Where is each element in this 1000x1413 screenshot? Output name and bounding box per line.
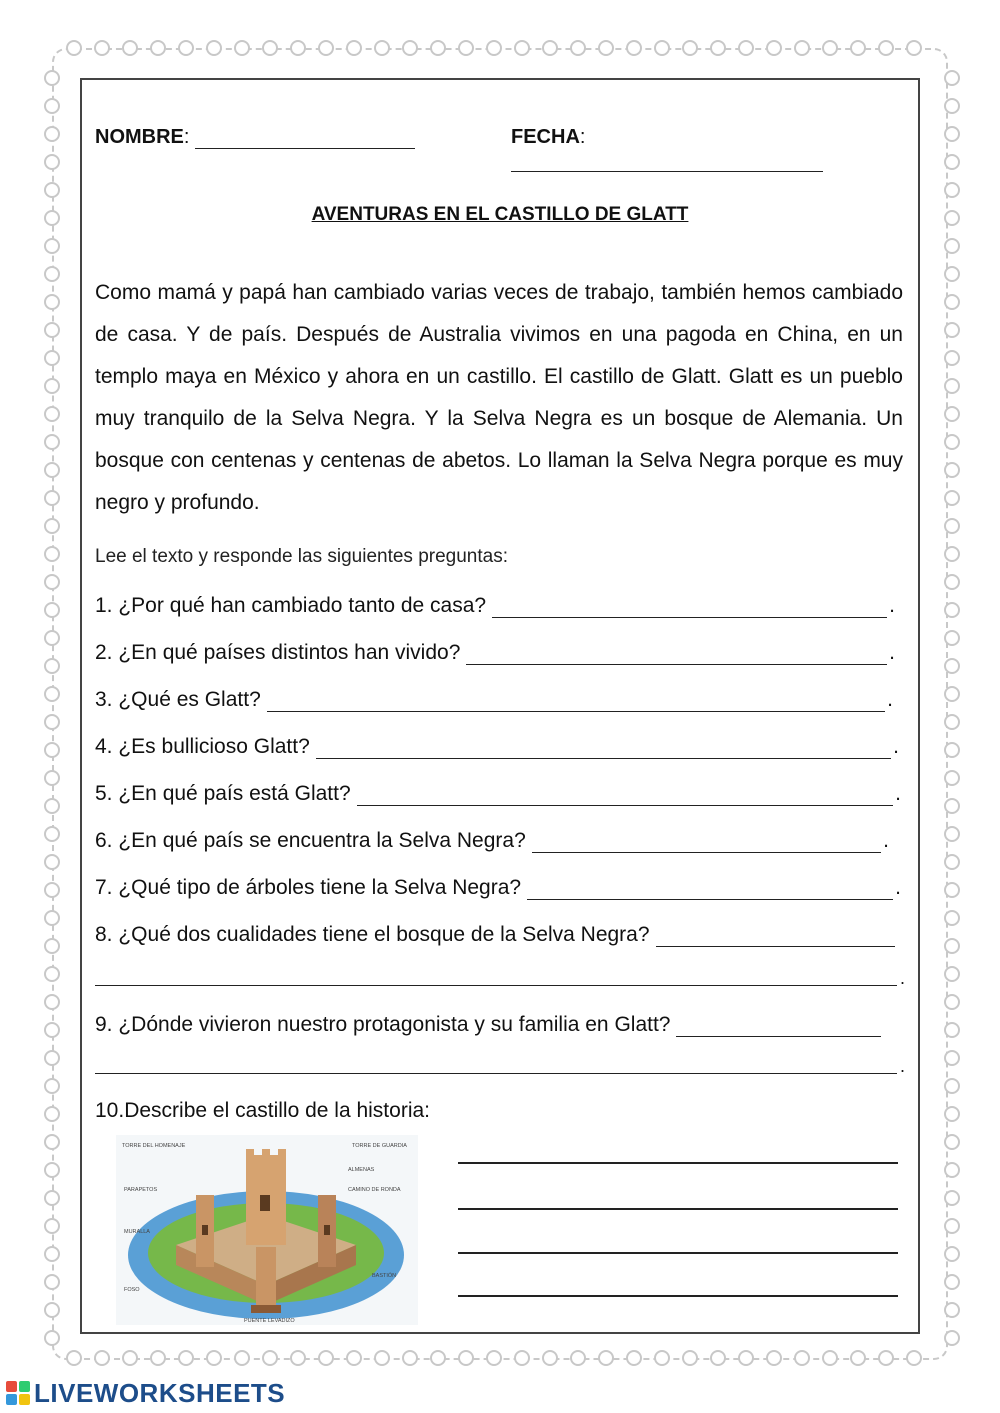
answer-blank[interactable] (357, 785, 894, 806)
description-line-1[interactable] (458, 1160, 898, 1164)
header-row (95, 126, 900, 156)
scallop-dot (944, 518, 960, 534)
scallop-dot (44, 1162, 60, 1178)
scallop-dot (122, 40, 138, 56)
scallop-dot (430, 1350, 446, 1366)
scallop-dot (44, 770, 60, 786)
question-text: 2. ¿En qué países distintos han vivido? (95, 641, 461, 664)
scallop-dot (542, 40, 558, 56)
scallop-dot (738, 1350, 754, 1366)
scallop-dot (44, 854, 60, 870)
scallop-dot (44, 322, 60, 338)
question-3: 3. ¿Qué es Glatt? . (95, 688, 893, 711)
question-2: 2. ¿En qué países distintos han vivido? . (95, 641, 895, 664)
scallop-dot (944, 294, 960, 310)
scallop-dot (944, 882, 960, 898)
castle-label: BASTIÓN (372, 1273, 397, 1279)
instruction-text: Lee el texto y responde las siguientes preguntas: (95, 546, 508, 567)
nombre-field: NOMBRE: (95, 126, 415, 149)
scallop-dot (346, 1350, 362, 1366)
scallop-dot (944, 798, 960, 814)
description-line-2[interactable] (458, 1206, 898, 1210)
scallop-dot (94, 40, 110, 56)
scallop-dot (822, 1350, 838, 1366)
answer-blank[interactable] (676, 1016, 881, 1037)
scallop-dot (346, 40, 362, 56)
scallop-dot (486, 40, 502, 56)
worksheet-title: AVENTURAS EN EL CASTILLO DE GLATT (311, 204, 689, 225)
scallop-dot (44, 1330, 60, 1346)
scallop-dot (262, 40, 278, 56)
question-10 (95, 1093, 495, 1123)
scallop-dot (44, 742, 60, 758)
scallop-dot (944, 462, 960, 478)
question-text: 3. ¿Qué es Glatt? (95, 688, 261, 711)
scallop-dot (850, 40, 866, 56)
scallop-dot (44, 266, 60, 282)
scallop-dot (44, 602, 60, 618)
scallop-dot (906, 40, 922, 56)
logo-square (19, 1381, 30, 1392)
description-line-4[interactable] (458, 1293, 898, 1297)
answer-blank[interactable] (466, 644, 887, 665)
scallop-dot (44, 966, 60, 982)
scallop-dot (44, 462, 60, 478)
scallop-dot (458, 40, 474, 56)
scallop-dot (44, 1274, 60, 1290)
scallop-dot (944, 910, 960, 926)
scallop-dot (944, 714, 960, 730)
scallop-dot (44, 1134, 60, 1150)
scallop-dot (44, 938, 60, 954)
scallop-dot (318, 40, 334, 56)
scallop-dot (486, 1350, 502, 1366)
scallop-dot (944, 994, 960, 1010)
scallop-dot (44, 714, 60, 730)
scallop-dot (44, 434, 60, 450)
logo-square (19, 1394, 30, 1405)
answer-blank[interactable] (656, 926, 895, 947)
answer-blank[interactable] (267, 691, 885, 712)
scallop-dot (66, 40, 82, 56)
scallop-dot (944, 1246, 960, 1262)
question-text: 4. ¿Es bullicioso Glatt? (95, 735, 310, 758)
scallop-dot (944, 406, 960, 422)
castle-label: ALMENAS (348, 1167, 375, 1173)
scallop-dot (794, 40, 810, 56)
scallop-dot (122, 1350, 138, 1366)
logo-square (6, 1381, 17, 1392)
scallop-dot (94, 1350, 110, 1366)
scallop-dot (944, 1190, 960, 1206)
scallop-dot (766, 40, 782, 56)
castle-illustration (116, 1135, 418, 1325)
scallop-dot (234, 40, 250, 56)
footer-brand (6, 1378, 285, 1408)
scallop-dot (878, 40, 894, 56)
scallop-dot (234, 1350, 250, 1366)
scallop-dot (44, 490, 60, 506)
castle-label: CAMINO DE RONDA (348, 1187, 401, 1193)
castle-label: PARAPETOS (124, 1187, 158, 1193)
scallop-dot (738, 40, 754, 56)
castle-label: MURALLA (124, 1229, 150, 1235)
scallop-dot (944, 1162, 960, 1178)
scallop-dot (44, 1246, 60, 1262)
scallop-dot (44, 98, 60, 114)
scallop-dot (944, 574, 960, 590)
question-6: 6. ¿En qué país se encuentra la Selva Negra? . (95, 829, 889, 852)
scallop-dot (44, 1078, 60, 1094)
scallop-dot (944, 938, 960, 954)
scallop-dot (150, 40, 166, 56)
scallop-dot (944, 1134, 960, 1150)
brand-name: LIVEWORKSHEETS (34, 1377, 286, 1408)
scallop-dot (850, 1350, 866, 1366)
scallop-dot (654, 1350, 670, 1366)
scallop-dot (944, 434, 960, 450)
scallop-dot (944, 182, 960, 198)
scallop-dot (682, 40, 698, 56)
scallop-dot (944, 658, 960, 674)
scallop-dot (206, 40, 222, 56)
fecha-label: FECHA (511, 126, 580, 148)
fecha-field: FECHA: (511, 126, 900, 172)
scallop-dot (944, 630, 960, 646)
scallop-dot (944, 490, 960, 506)
scallop-dot (374, 40, 390, 56)
scallop-dot (822, 40, 838, 56)
scallop-dot (262, 1350, 278, 1366)
question-text: 8. ¿Qué dos cualidades tiene el bosque de la Selva Negra? (95, 923, 650, 946)
scallop-dot (44, 546, 60, 562)
logo-square (6, 1394, 17, 1405)
scallop-dot (944, 742, 960, 758)
scallop-dot (430, 40, 446, 56)
question-8 (95, 917, 895, 947)
scallop-dot (710, 40, 726, 56)
question-text: 6. ¿En qué país se encuentra la Selva Negra? (95, 829, 526, 852)
scallop-dot (44, 154, 60, 170)
scallop-dot (944, 1274, 960, 1290)
question-5: 5. ¿En qué país está Glatt? . (95, 782, 901, 805)
scallop-dot (944, 1330, 960, 1346)
question-text: 5. ¿En qué país está Glatt? (95, 782, 351, 805)
answer-line-8[interactable]: . (95, 965, 897, 986)
answer-blank[interactable] (492, 597, 887, 618)
scallop-dot (290, 40, 306, 56)
question-text: 1. ¿Por qué han cambiado tanto de casa? (95, 594, 487, 617)
scallop-dot (44, 406, 60, 422)
scallop-dot (542, 1350, 558, 1366)
scallop-dot (44, 294, 60, 310)
scallop-dot (944, 686, 960, 702)
scallop-dot (944, 98, 960, 114)
question-text: 9. ¿Dónde vivieron nuestro protagonista y su familia en Glatt? (95, 1013, 671, 1036)
scallop-dot (944, 154, 960, 170)
scallop-dot (794, 1350, 810, 1366)
scallop-dot (44, 518, 60, 534)
scallop-dot (654, 40, 670, 56)
fecha-input-line[interactable] (511, 153, 823, 172)
scallop-dot (458, 1350, 474, 1366)
reading-passage: Como mamá y papá han cambiado varias veces de trabajo, también hemos cambiado de casa. Y de país. Después de Australia vivimos en una pagoda en China, en un templo maya en México y ahora en un castillo. El castillo de Glatt. Glatt es un pueblo muy tranquilo de la Selva Negra. Y la Selva Negra es un bosque de Alemania. Un bosque con centenas y centenas de abetos. Lo llaman la Selva Negra porque es muy negro y profundo. (95, 281, 903, 514)
answer-blank[interactable] (527, 879, 893, 900)
scallop-dot (44, 1302, 60, 1318)
castle-label: PUENTE LEVADIZO (244, 1318, 295, 1324)
scallop-dot (290, 1350, 306, 1366)
liveworksheets-logo-icon (6, 1381, 30, 1405)
scallop-dot (44, 1106, 60, 1122)
question-4: 4. ¿Es bullicioso Glatt? . (95, 735, 899, 758)
scallop-dot (178, 1350, 194, 1366)
scallop-dot (944, 322, 960, 338)
scallop-dot (944, 854, 960, 870)
scallop-dot (944, 378, 960, 394)
scallop-dot (944, 1050, 960, 1066)
scallop-dot (944, 1302, 960, 1318)
scallop-dot (66, 1350, 82, 1366)
scallop-dot (626, 1350, 642, 1366)
scallop-dot (44, 686, 60, 702)
scallop-dot (944, 70, 960, 86)
answer-blank[interactable] (532, 832, 881, 853)
scallop-dot (44, 70, 60, 86)
scallop-dot (44, 882, 60, 898)
scallop-dot (944, 210, 960, 226)
scallop-dot (944, 238, 960, 254)
question-text: 10.Describe el castillo de la historia: (95, 1099, 430, 1122)
question-7: 7. ¿Qué tipo de árboles tiene la Selva Negra? . (95, 876, 901, 899)
castle-label: TORRE DE GUARDIA (352, 1143, 407, 1149)
scallop-dot (44, 238, 60, 254)
castle-label: FOSO (124, 1287, 140, 1293)
scallop-dot (626, 40, 642, 56)
scallop-dot (150, 1350, 166, 1366)
scallop-dot (710, 1350, 726, 1366)
scallop-dot (944, 266, 960, 282)
scallop-dot (44, 1022, 60, 1038)
scallop-dot (402, 40, 418, 56)
scallop-dot (44, 1218, 60, 1234)
scallop-dot (878, 1350, 894, 1366)
scallop-dot (44, 910, 60, 926)
answer-line-9[interactable]: . (95, 1053, 897, 1074)
scallop-dot (44, 826, 60, 842)
scallop-dot (44, 1190, 60, 1206)
scallop-dot (206, 1350, 222, 1366)
scallop-dot (570, 40, 586, 56)
castle-label: TORRE DEL HOMENAJE (122, 1143, 186, 1149)
scallop-dot (944, 602, 960, 618)
scallop-dot (44, 350, 60, 366)
question-text: 7. ¿Qué tipo de árboles tiene la Selva Negra? (95, 876, 522, 899)
description-line-3[interactable] (458, 1250, 898, 1254)
scallop-dot (944, 350, 960, 366)
scallop-dot (514, 40, 530, 56)
scallop-dot (178, 40, 194, 56)
scallop-dot (44, 126, 60, 142)
scallop-dot (570, 1350, 586, 1366)
scallop-dot (44, 574, 60, 590)
answer-blank[interactable] (316, 738, 891, 759)
nombre-input-line[interactable] (195, 130, 415, 149)
scallop-dot (766, 1350, 782, 1366)
scallop-dot (44, 182, 60, 198)
scallop-dot (514, 1350, 530, 1366)
scallop-dot (944, 1078, 960, 1094)
scallop-dot (44, 210, 60, 226)
nombre-label: NOMBRE (95, 126, 184, 148)
scallop-dot (944, 826, 960, 842)
question-9 (95, 1007, 881, 1037)
scallop-dot (944, 770, 960, 786)
scallop-dot (682, 1350, 698, 1366)
scallop-dot (44, 994, 60, 1010)
scallop-dot (944, 966, 960, 982)
scallop-dot (598, 40, 614, 56)
scallop-dot (44, 798, 60, 814)
scallop-dot (944, 1022, 960, 1038)
scallop-dot (944, 126, 960, 142)
scallop-dot (318, 1350, 334, 1366)
scallop-dot (374, 1350, 390, 1366)
scallop-dot (598, 1350, 614, 1366)
scallop-dot (944, 546, 960, 562)
scallop-dot (44, 630, 60, 646)
question-1: 1. ¿Por qué han cambiado tanto de casa? . (95, 594, 895, 617)
scallop-dot (44, 658, 60, 674)
scallop-dot (44, 378, 60, 394)
scallop-dot (944, 1218, 960, 1234)
scallop-dot (44, 1050, 60, 1066)
scallop-dot (906, 1350, 922, 1366)
scallop-dot (944, 1106, 960, 1122)
scallop-dot (402, 1350, 418, 1366)
